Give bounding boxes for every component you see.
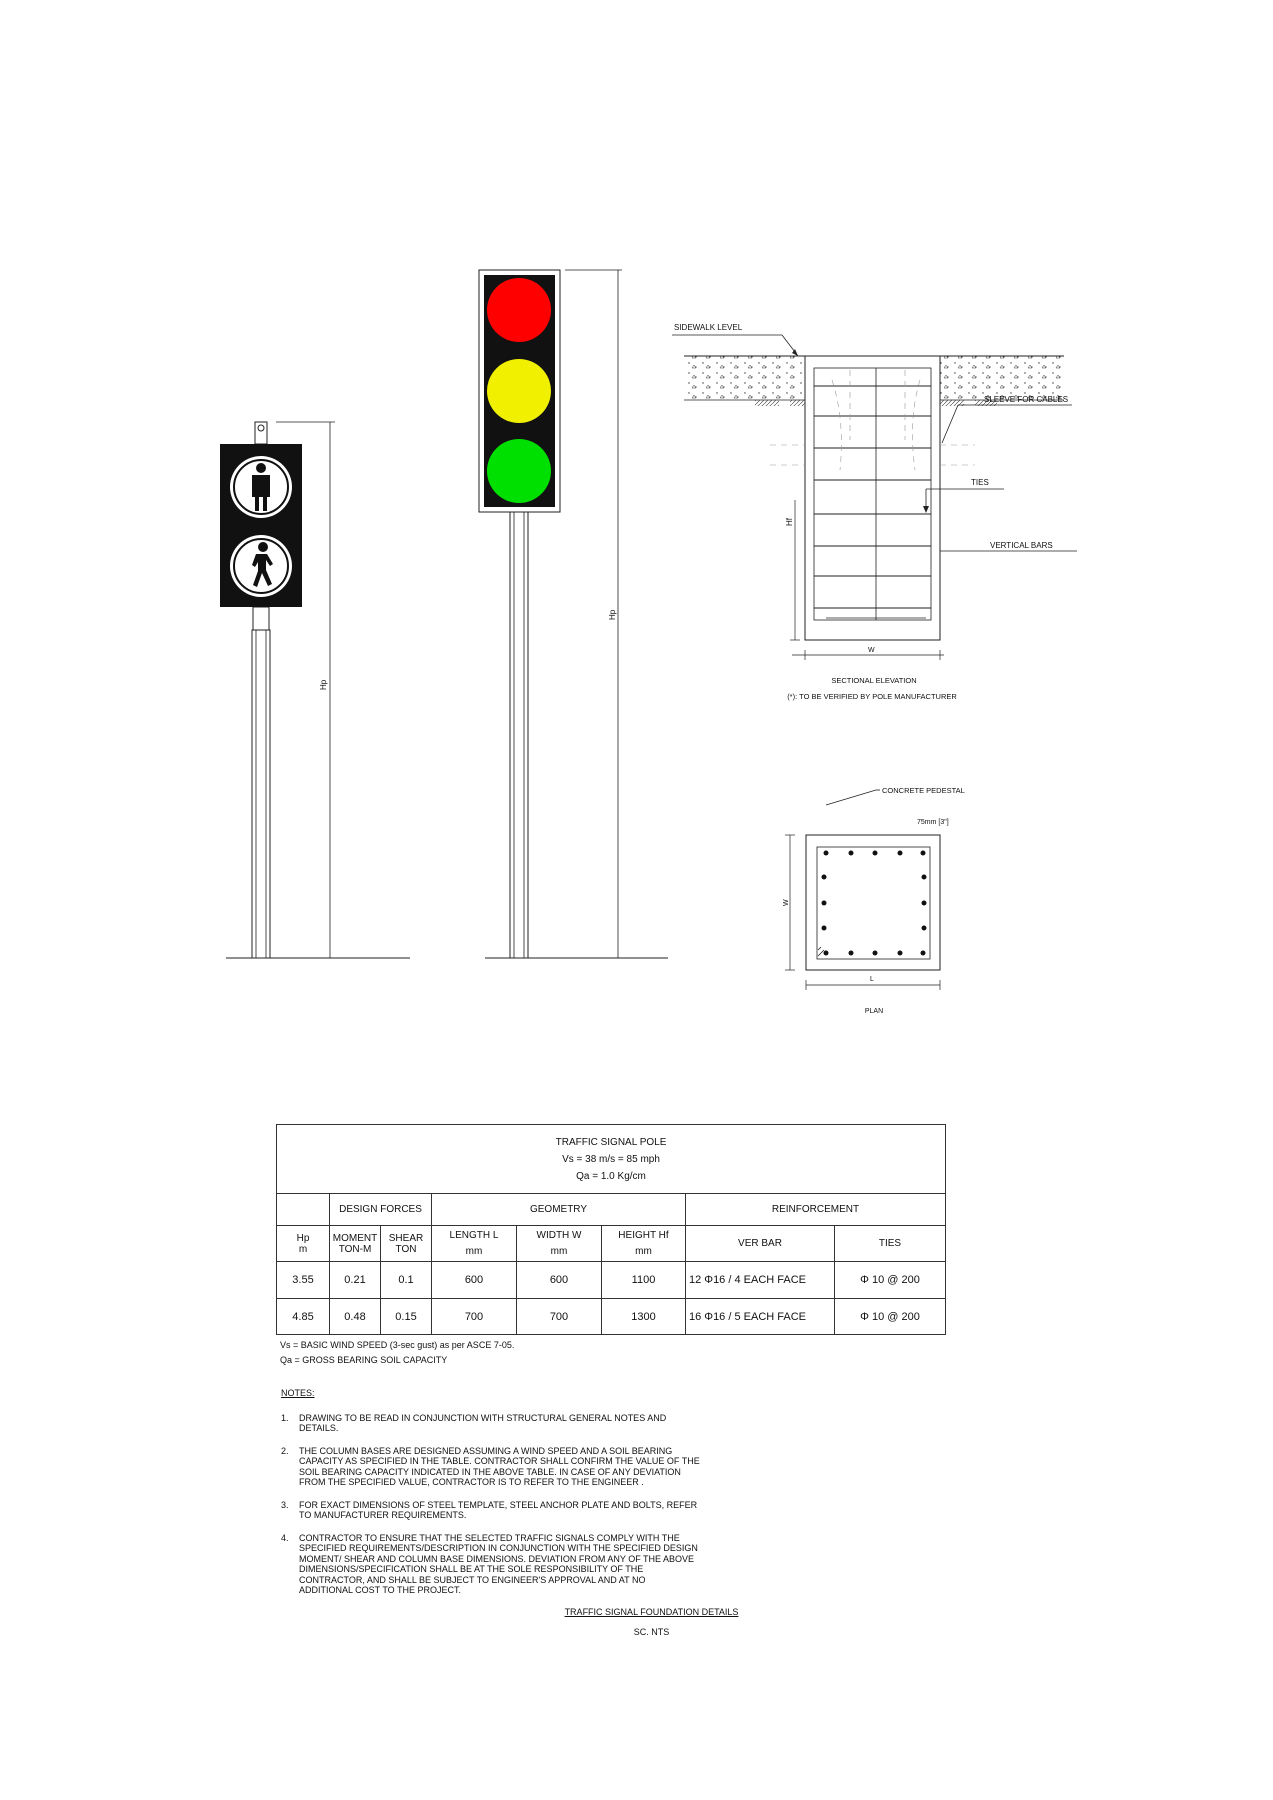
- sleeve-for-cables-label: SLEEVE FOR CABLES: [984, 395, 1069, 404]
- table-row: 4.85 0.48 0.15 700 700 1300 16 Φ16 / 5 EACH FACE Φ 10 @ 200: [277, 1299, 946, 1335]
- table-row: 3.55 0.21 0.1 600 600 1100 12 Φ16 / 4 EACH FACE Φ 10 @ 200: [277, 1262, 946, 1299]
- red-light: [487, 278, 551, 342]
- hf-dimension-label: Hf: [785, 518, 794, 526]
- shear-header: SHEAR TON: [381, 1226, 432, 1262]
- drawing-scale: SC. NTS: [633, 1627, 670, 1637]
- hp-dimension-label: Hp: [608, 609, 617, 620]
- pedestrian-signal-pole: [220, 422, 410, 958]
- foundation-outline: [805, 356, 940, 640]
- width-header: WIDTH W mm: [517, 1226, 602, 1262]
- green-light: [487, 439, 551, 503]
- table-title-cell: [277, 1125, 946, 1194]
- hp-header: Hp m: [277, 1226, 330, 1262]
- concrete-pedestal-label: CONCRETE PEDESTAL: [882, 786, 965, 795]
- notes-section: [281, 1388, 701, 1608]
- sectional-elevation-title: SECTIONAL ELEVATION: [831, 676, 917, 685]
- ties-lines: [814, 386, 931, 608]
- moment-header: MOMENT TON-M: [330, 1226, 381, 1262]
- qa-definition: Qa = GROSS BEARING SOIL CAPACITY: [280, 1355, 448, 1365]
- hp-dimension-label: Hp: [319, 679, 328, 690]
- design-forces-header: DESIGN FORCES: [330, 1194, 432, 1226]
- height-header: HEIGHT Hf mm: [602, 1226, 686, 1262]
- wind-speed: Vs = 38 m/s = 85 mph: [562, 1153, 660, 1165]
- sectional-elevation: [672, 323, 1077, 701]
- ver-bar-header: VER BAR: [686, 1226, 835, 1262]
- table-title: TRAFFIC SIGNAL POLE: [555, 1136, 667, 1148]
- ties-label: TIES: [971, 478, 989, 487]
- w-dimension-label: W: [868, 647, 875, 654]
- note-item: 1. DRAWING TO BE READ IN CONJUNCTION WITH STRUCTURAL GENERAL NOTES AND DETAILS.: [281, 1412, 667, 1433]
- drawing-title: TRAFFIC SIGNAL FOUNDATION DETAILS: [564, 1607, 739, 1617]
- sidewalk-level-label: SIDEWALK LEVEL: [674, 323, 743, 332]
- traffic-signal-pole-table: [276, 1124, 946, 1335]
- cover-dimension-label: 75mm [3"]: [917, 819, 949, 826]
- notes-heading: NOTES:: [281, 1388, 315, 1398]
- length-header: LENGTH L mm: [432, 1226, 517, 1262]
- note-item: 4. CONTRACTOR TO ENSURE THAT THE SELECTED TRAFFIC SIGNALS COMPLY WITH THE SPECIFIED REQUIREMENTS/DESCRIPTION IN CONJUNCTION WITH THE SPECIFIED DESIGN MOMENT/ SHEAR AND COLUMN BASE DIMENSIONS. DEVIATION FROM ANY OF THE ABOVE DIMENSIONS/SPECIFICATION SHALL BE AT THE SOLE RESPONSIBILITY OF THE CONTRACTOR, AND SHALL BE SUBJECT TO ENGINEER'S APPROVAL AND AT NO ADDITIONAL COST TO THE PROJECT.: [281, 1532, 698, 1595]
- note-item: 3. FOR EXACT DIMENSIONS OF STEEL TEMPLATE, STEEL ANCHOR PLATE AND BOLTS, REFER TO MANUFACTURER REQUIREMENTS.: [281, 1499, 698, 1520]
- yellow-light: [487, 359, 551, 423]
- note-item: 2. THE COLUMN BASES ARE DESIGNED ASSUMING A WIND SPEED AND A SOIL BEARING CAPACITY AS SPECIFIED IN THE TABLE. CONTRACTOR SHALL CONFIRM THE VALUE OF THE SOIL BEARING CAPACITY INDICATED IN THE ABOVE TABLE. IN CASE OF ANY DEVIATION FROM THE SPECIFIED VALUE, CONTRACTOR IS TO REFER TO THE ENGINEER .: [281, 1445, 700, 1487]
- soil-capacity: Qa = 1.0 Kg/cm: [576, 1170, 646, 1182]
- l-dimension-label: L: [870, 976, 874, 983]
- foundation-plan: [783, 786, 965, 1015]
- verify-note: (*): TO BE VERIFIED BY POLE MANUFACTURER: [787, 692, 957, 701]
- rebar-dots: [822, 851, 927, 956]
- plan-title: PLAN: [864, 1008, 884, 1015]
- w-dimension-label: W: [783, 899, 790, 906]
- vs-definition: Vs = BASIC WIND SPEED (3-sec gust) as per ASCE 7-05.: [280, 1340, 515, 1350]
- vertical-bars-label: VERTICAL BARS: [990, 541, 1053, 550]
- geometry-header: GEOMETRY: [432, 1194, 686, 1226]
- vehicle-signal-pole: [479, 270, 668, 958]
- reinforcement-header: REINFORCEMENT: [686, 1194, 946, 1226]
- ties-header: TIES: [835, 1226, 946, 1262]
